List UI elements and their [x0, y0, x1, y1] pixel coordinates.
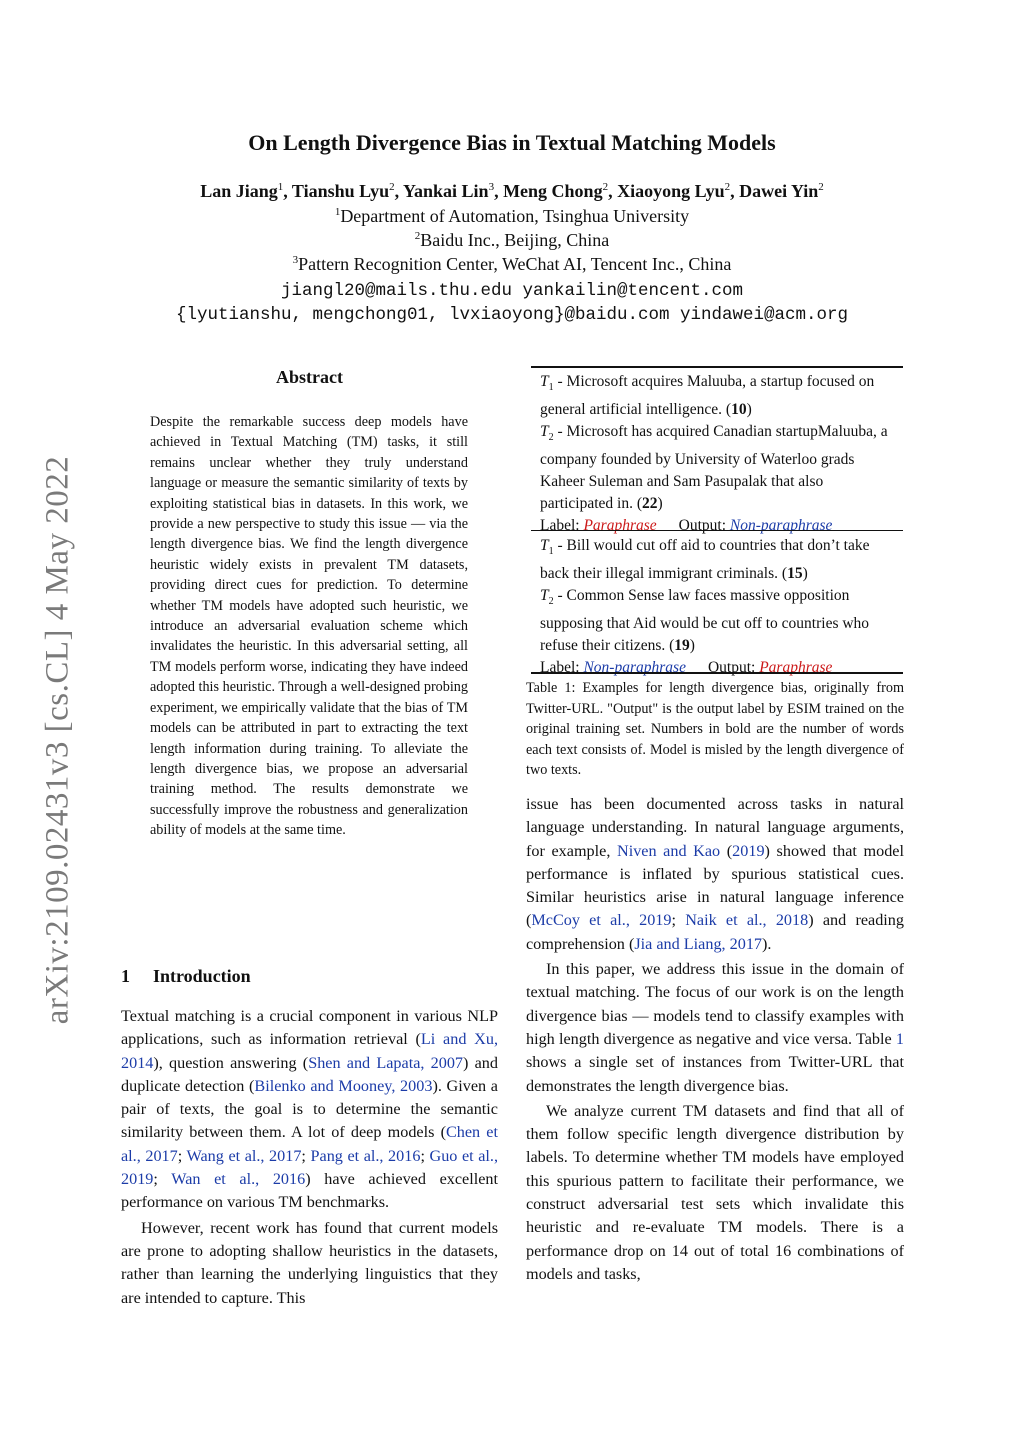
author: Dawei Yin [739, 181, 819, 201]
citation-link[interactable]: Niven and Kao [617, 841, 721, 860]
table-reference-link[interactable]: 1 [895, 1029, 904, 1048]
text-symbol: $T_1$ [540, 373, 554, 394]
email-line: {lyutianshu, mengchong01, lvxiaoyong}@baidu.com yindawei@acm.org [175, 305, 849, 325]
affiliation: $^3$Pattern Recognition Center, WeChat AI, Tencent Inc., China [292, 254, 732, 274]
author: Yankai Lin [403, 181, 489, 201]
table-bottom-rule [531, 672, 903, 674]
abstract-text: Despite the remarkable success deep models have achieved in Textual Matching (TM) tasks, it still remains unclear whether they truly understand language or measure the semantic similarity of texts by exploiting statistical bias in datasets. In this work, we provide a new perspective to study this issue — via the length divergence bias. We find the length divergence heuristic widely exists in prevalent TM datasets, providing direct cues for prediction. To determine whether TM models have adopted such heuristic, we introduce an adversarial evaluation scheme which invalidates the heuristic. In this adversarial setting, all TM models perform worse, indicating they have indeed adopted this heuristic. Through a well-designed probing experiment, we empirically validate that the bias of TM models can be attributed in part to extracting the text length information during training. To alleviate the length divergence bias, we propose an adversarial training method. The results demonstrate we successfully improve the robustness and generalization ability of models at the same time. [150, 414, 468, 839]
label-value: Non-paraphrase [583, 659, 686, 677]
table-caption: Table 1: Examples for length divergence bias, originally from Twitter-URL. "Output" is the output label by ESIM trained on the original training set. Numbers in bold are the number of words each text consists of. Model is misled by the length divergence of two texts. [526, 680, 904, 779]
citation-link[interactable]: Pang et al., 2016 [310, 1146, 421, 1165]
word-count: 19 [674, 637, 690, 655]
output-value: Paraphrase [759, 659, 833, 677]
citation-link[interactable]: Li and Xu, 2014 [121, 1030, 498, 1072]
word-count: 22 [642, 495, 658, 513]
affiliation: $^2$Baidu Inc., Beijing, China [414, 230, 610, 250]
word-count: 15 [787, 565, 803, 583]
section-title: Introduction [153, 966, 251, 986]
arxiv-identifier: arXiv:2109.02431v3 [cs.CL] 4 May 2022 [39, 455, 76, 1025]
paragraph: We analyze current TM datasets and find that all of them follow specific length divergence distribution by labels. To determine whether TM models have employed this spurious pattern to facilitate their performance, we construct adversarial test sets which invalidate this heuristic and re-evaluate TM models. There is a performance drop on 14 out of total 16 combinations of models and tasks, [526, 1101, 904, 1283]
section-heading [121, 966, 251, 987]
paragraph: In this paper, we address this issue in the domain of textual matching. The focus of our work is on the length divergence bias — models tend to classify examples with high length divergence as negative and vice versa. Table 1 shows a single set of instances from Twitter-URL that demonstrates the length divergence bias. [526, 960, 904, 1095]
citation-link[interactable]: Wang et al., 2017 [186, 1146, 302, 1165]
table-top-rule [531, 366, 903, 368]
right-column-body [526, 793, 904, 1286]
paragraph: Textual matching is a crucial component in various NLP applications, such as information retrieval (Li and Xu, 2014), question answering (Shen and Lapata, 2007) and duplicate detection (Bilenko and Mooney, 2003). Given a pair of texts, the goal is to determine the semantic similarity between them. A lot of deep models (Chen et al., 2017; Wang et al., 2017; Pang et al., 2016; Guo et al., 2019; Wan et al., 2016) have achieved excellent performance on various TM benchmarks. [121, 1007, 498, 1212]
table-label-row: Label: Non-paraphrase Output: Paraphrase [540, 659, 833, 677]
text-symbol: $T_1$ [540, 537, 554, 558]
citation-link[interactable]: Bilenko and Mooney, 2003 [254, 1076, 433, 1095]
table-text-2: $T_2$ - Common Sense law faces massive opposition supposing that Aid would be cut off to countries who refuse their citizens. (19) [540, 587, 870, 655]
author: Meng Chong [503, 181, 603, 201]
abstract-heading: Abstract [276, 367, 343, 387]
paragraph: However, recent work has found that current models are prone to adopting shallow heuristics in the datasets, rather than learning the underlying linguistics that they are intended to capture. This [121, 1218, 498, 1307]
citation-link[interactable]: Jia and Liang, 2017 [634, 934, 763, 953]
table-mid-rule [531, 530, 903, 531]
paper-title: On Length Divergence Bias in Textual Matching Models [248, 130, 776, 155]
author: Tianshu Lyu [291, 181, 390, 201]
left-column-body [121, 1005, 498, 1310]
table-text-1: $T_1$ - Bill would cut off aid to countries that don’t take back their illegal immigrant criminals. (15) [540, 537, 870, 583]
table-label-row: Label: Paraphrase Output: Non-paraphrase [540, 517, 833, 535]
citation-link[interactable]: 2019 [732, 841, 765, 860]
author: Xiaoyong Lyu [617, 181, 725, 201]
citation-link[interactable]: Naik et al., 2018 [685, 911, 809, 930]
email-line: jiangl20@mails.thu.edu yankailin@tencent.com [280, 281, 744, 301]
output-value: Non-paraphrase [729, 517, 833, 535]
citation-link[interactable]: Chen et al., 2017 [121, 1123, 498, 1165]
label-value: Paraphrase [583, 517, 657, 535]
table-example-2 [540, 535, 896, 679]
paragraph: issue has been documented across tasks in natural language understanding. In natural language arguments, for example, Niven and Kao (2019) showed that model performance is inflated by spurious statistical cues. Similar heuristics arise in natural language inference (McCoy et al., 2019; Naik et al., 2018) and reading comprehension (Jia and Liang, 2017). [526, 795, 904, 953]
citation-link[interactable]: Wan et al., 2016 [171, 1170, 306, 1189]
table-example-1 [540, 371, 896, 537]
text-symbol: $T_2$ [540, 423, 554, 444]
table-text-1: $T_1$ - Microsoft acquires Maluuba, a startup focused on general artificial intelligence. (10) [540, 373, 875, 419]
citation-link[interactable]: Guo et al., 2019 [121, 1146, 498, 1189]
section-number: 1 [121, 966, 130, 986]
author-list: Lan Jiang$^1$, Tianshu Lyu$^2$, Yankai Lin$^3$, Meng Chong$^2$, Xiaoyong Lyu$^2$, Dawei Yin$^2$ [200, 181, 824, 201]
citation-link[interactable]: McCoy et al., 2019 [531, 911, 672, 930]
table-text-2: $T_2$ - Microsoft has acquired Canadian startupMaluuba, a company founded by University of Waterloo grads Kaheer Suleman and Sam Pasupalak that also participated in. (22) [540, 423, 888, 513]
affiliation: $^1$Department of Automation, Tsinghua University [334, 206, 690, 226]
word-count: 10 [731, 401, 747, 419]
text-symbol: $T_2$ [540, 587, 554, 608]
citation-link[interactable]: Shen and Lapata, 2007 [308, 1053, 464, 1072]
author: Lan Jiang [200, 181, 278, 201]
